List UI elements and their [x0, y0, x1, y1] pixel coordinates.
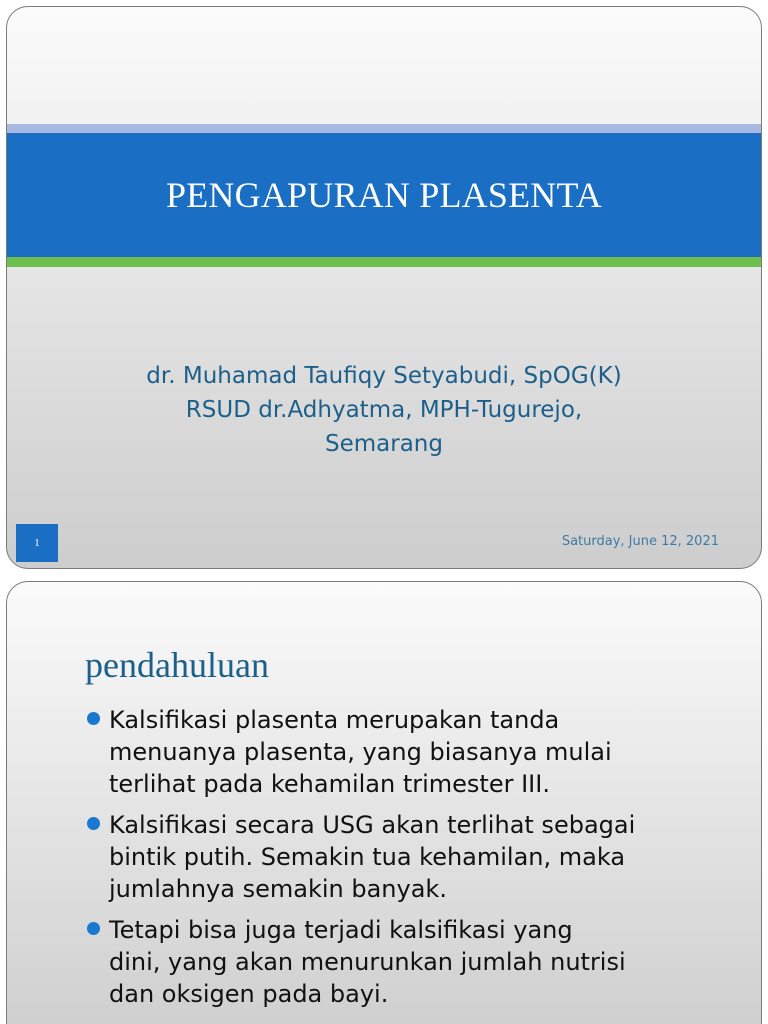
bullet-dot-icon — [87, 817, 100, 830]
bullet-item — [85, 809, 755, 905]
content-slide — [6, 581, 762, 1024]
bullet-line: jumlahnya semakin banyak. — [109, 875, 447, 903]
author-affiliation: RSUD dr.Adhyatma, MPH-Tugurejo, — [185, 397, 583, 423]
title-bottom-stripe — [7, 257, 761, 267]
bullet-line: dini, yang akan menurunkan jumlah nutrisi — [109, 948, 626, 976]
slide-title: PENGAPURAN PLASENTA — [166, 175, 602, 215]
slide-number-badge — [16, 524, 58, 562]
bullet-line: Kalsifikasi plasenta merupakan tanda — [109, 706, 560, 734]
author-block — [7, 359, 761, 461]
bullet-item — [85, 914, 755, 1010]
bullet-line: bintik putih. Semakin tua kehamilan, maka — [109, 843, 626, 871]
bullet-dot-icon — [87, 922, 100, 935]
bullet-item — [85, 704, 755, 800]
title-top-stripe — [7, 124, 761, 133]
author-name: dr. Muhamad Taufiqy Setyabudi, SpOG(K) — [146, 363, 622, 389]
slide-date: Saturday, June 12, 2021 — [561, 534, 719, 549]
bullet-line: dan oksigen pada bayi. — [109, 980, 389, 1008]
bullet-line: menuanya plasenta, yang biasanya mulai — [109, 738, 612, 766]
title-band — [7, 133, 761, 257]
bullet-dot-icon — [87, 712, 100, 725]
bullet-line: terlihat pada kehamilan trimester III. — [109, 770, 550, 798]
section-heading: pendahuluan — [85, 645, 269, 685]
bullet-line: Kalsifikasi secara USG akan terlihat sebagai — [109, 811, 636, 839]
slide-number: 1 — [34, 537, 40, 549]
author-city: Semarang — [325, 431, 443, 457]
title-slide — [6, 6, 762, 569]
bullet-list — [85, 704, 755, 1019]
bullet-line: Tetapi bisa juga terjadi kalsifikasi yang — [109, 916, 573, 944]
